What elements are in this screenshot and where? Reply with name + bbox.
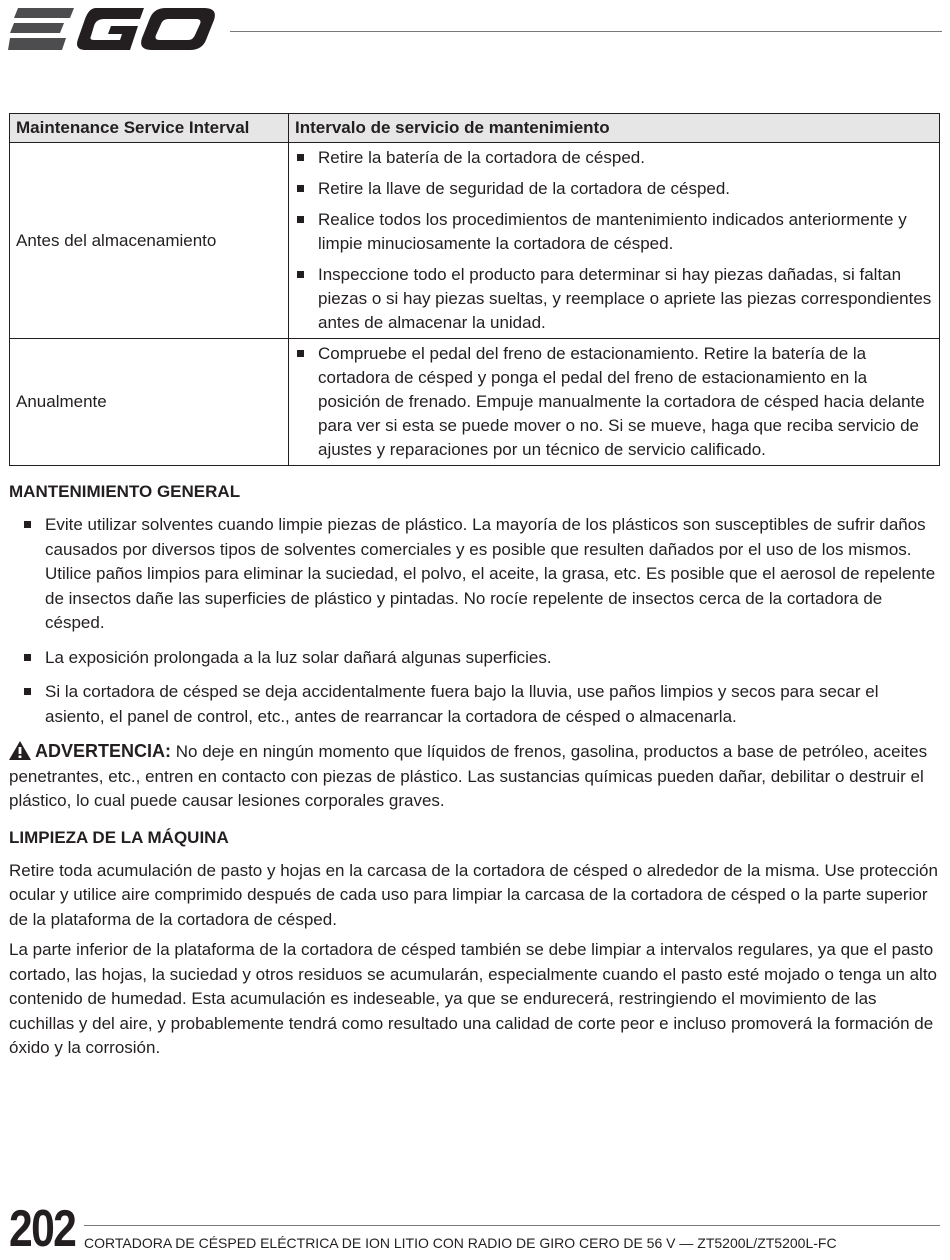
warning-triangle-icon	[9, 741, 31, 760]
warning-text: No deje en ningún momento que líquidos de frenos, gasolina, productos a base de petróleo, aceites penetrantes, etc., entren en contacto con piezas de plástico. Las sustancias químicas pueden dañar, debilitar o destruir el plástico, lo cual puede causar lesiones corporales graves.	[9, 742, 928, 810]
section-heading: MANTENIMIENTO GENERAL	[9, 482, 241, 501]
footer-rule	[84, 1225, 940, 1226]
list-item: Evite utilizar solventes cuando limpie piezas de plástico. La mayoría de los plásticos son susceptibles de sufrir daños causados por diversos tipos de solventes comerciales y es posible que resulten dañados por el uso de los mismos. Utilice paños limpios para eliminar la suciedad, el polvo, el aceite, la grasa, etc. Es posible que el aerosol de repelente de insectos dañe las superficies de plástico y pintadas. No rocíe repelente de insectos cerca de la cortadora de césped.	[22, 513, 940, 636]
general-maintenance-list	[9, 513, 940, 729]
task-cell	[289, 143, 940, 339]
header-rule	[230, 31, 942, 32]
table-row	[10, 143, 940, 339]
paragraph: Retire toda acumulación de pasto y hojas en la carcasa de la cortadora de césped o alrededor de la misma. Use protección ocular y utilice aire comprimido después de cada uso para limpiar la carcasa de la cortadora de césped o la parte superior de la plataforma de la cortadora de césped.	[9, 860, 938, 929]
page-header	[8, 6, 942, 56]
section-heading: LIMPIEZA DE LA MÁQUINA	[9, 827, 229, 847]
warning-block	[9, 739, 940, 814]
footer-title: CORTADORA DE CÉSPED ELÉCTRICA DE ION LITIO CON RADIO DE GIRO CERO DE 56 V — ZT5200L/ZT5200L-FC	[84, 1235, 837, 1251]
list-item: Si la cortadora de césped se deja accidentalmente fuera bajo la lluvia, use paños limpios y secos para secar el asiento, el panel de control, etc., antes de rearrancar la cortadora de césped o almacenarla.	[22, 680, 940, 729]
warning-label: ADVERTENCIA:	[35, 741, 172, 761]
list-item: Compruebe el pedal del freno de estacionamiento. Retire la batería de la cortadora de césped y ponga el pedal del freno de estacionamiento en la posición de frenado. Empuje manualmente la cortadora de césped hacia delante para ver si esta se puede mover o no. Si se mueve, haga que reciba servicio de ajustes y reparaciones por un técnico de servicio calificado.	[295, 342, 933, 462]
ego-logo	[8, 6, 216, 54]
column-header: Intervalo de servicio de mantenimiento	[289, 114, 940, 143]
list-item: Inspeccione todo el producto para determinar si hay piezas dañadas, si faltan piezas o si hay piezas sueltas, y reemplace o apriete las piezas correspondientes antes de almacenar la unidad.	[295, 263, 933, 335]
list-item: Retire la llave de seguridad de la cortadora de césped.	[295, 177, 933, 201]
column-header: Maintenance Service Interval	[10, 114, 289, 143]
table-header-row	[10, 114, 940, 143]
main-content	[9, 480, 940, 1067]
paragraph: La parte inferior de la plataforma de la cortadora de césped también se debe limpiar a intervalos regulares, ya que el pasto cortado, las hojas, la suciedad y otros residuos se acumularán, especialmente cuando el pasto esté mojado o tenga un alto contenido de humedad. Esta acumulación es indeseable, ya que se endurecerá, restringiendo el movimiento de las cuchillas y del aire, y probablemente tendrá como resultado una calidad de corte peor e incluso promoverá la formación de óxido y la corrosión.	[9, 940, 938, 1057]
list-item: La exposición prolongada a la luz solar dañará algunas superficies.	[22, 646, 940, 671]
list-item: Realice todos los procedimientos de mantenimiento indicados anteriormente y limpie minuciosamente la cortadora de césped.	[295, 208, 933, 256]
task-cell	[289, 339, 940, 466]
maintenance-table	[9, 113, 940, 466]
page-footer	[9, 1202, 940, 1258]
table-row	[10, 339, 940, 466]
page-number: 202	[9, 1200, 76, 1258]
list-item: Retire la batería de la cortadora de césped.	[295, 146, 933, 170]
interval-cell: Antes del almacenamiento	[10, 143, 289, 339]
interval-cell: Anualmente	[10, 339, 289, 466]
